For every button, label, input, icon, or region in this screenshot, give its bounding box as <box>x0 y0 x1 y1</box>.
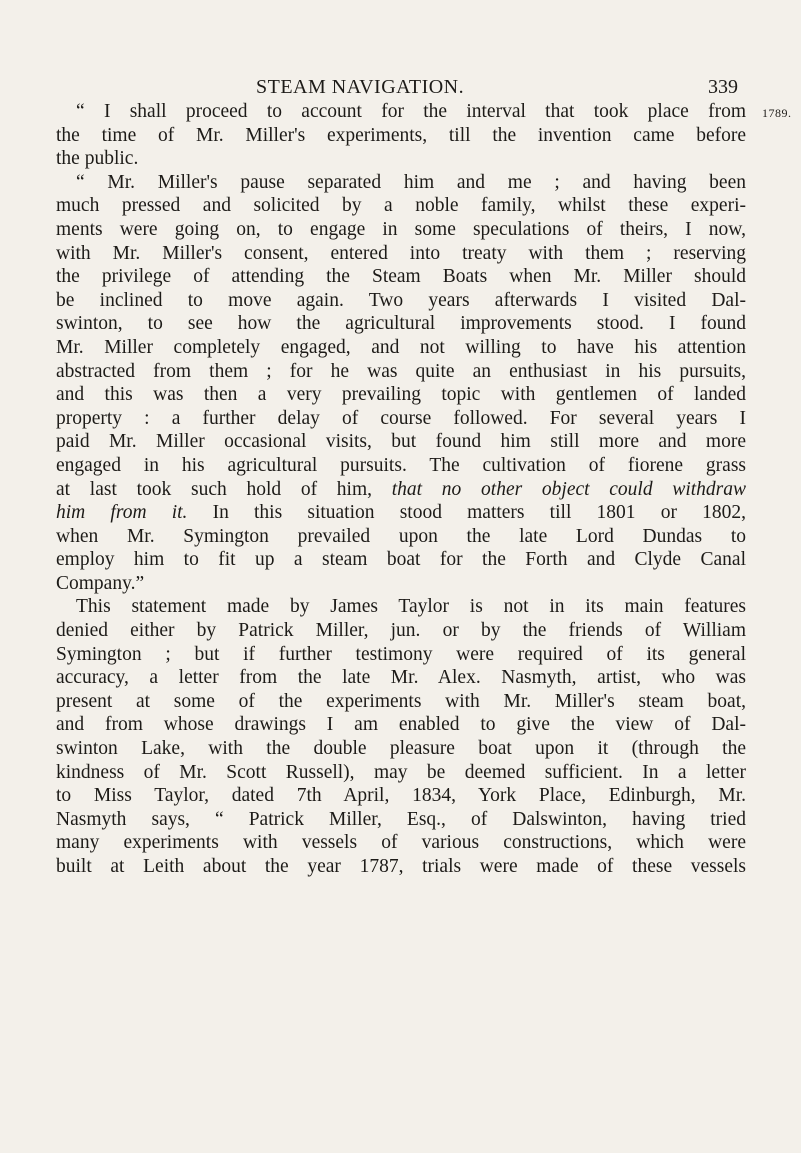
text-line <box>56 360 746 384</box>
text-line <box>56 147 746 171</box>
text-run: Nasmyth says, “ Patrick Miller, Esq., of Dalswinton, having tried <box>56 808 746 830</box>
text-run: the time of Mr. Miller's experiments, till the invention came before <box>56 124 746 146</box>
text-run: Mr. Miller completely engaged, and not willing to have his attention <box>56 336 746 358</box>
text-run: engaged in his agricultural pursuits. The cultivation of fiorene grass <box>56 454 746 476</box>
text-run: This statement made by James Taylor is not in its main features <box>76 596 746 618</box>
italic-text-run: that no other object could withdraw <box>391 478 747 500</box>
text-line <box>56 312 746 336</box>
text-line <box>56 383 746 407</box>
text-run: the privilege of attending the Steam Boats when Mr. Miller should <box>56 266 746 288</box>
text-run: employ him to fit up a steam boat for the Forth and Clyde Canal <box>56 549 746 571</box>
text-line <box>56 289 746 313</box>
body-text <box>56 100 746 879</box>
text-run: accuracy, a letter from the late Mr. Alex. Nasmyth, artist, who was <box>56 667 746 689</box>
text-line <box>56 194 746 218</box>
text-run: when Mr. Symington prevailed upon the late Lord Dundas to <box>56 525 746 547</box>
text-run: built at Leith about the year 1787, trials were made of these vessels <box>56 856 746 877</box>
text-line <box>56 808 746 832</box>
text-run: kindness of Mr. Scott Russell), may be deemed sufficient. In a letter <box>56 761 746 783</box>
text-line <box>56 666 746 690</box>
text-run: In this situation stood matters till 1801 or 1802, <box>187 502 746 524</box>
text-run: paid Mr. Miller occasional visits, but found him still more and more <box>56 431 746 453</box>
text-run: with Mr. Miller's consent, entered into treaty with them ; reserving <box>56 242 746 264</box>
text-line <box>56 407 746 431</box>
text-line <box>56 336 746 360</box>
text-run: denied either by Patrick Miller, jun. or by the friends of William <box>56 620 746 642</box>
text-line <box>56 478 746 502</box>
text-line <box>56 548 746 572</box>
text-run: ments were going on, to engage in some speculations of theirs, I now, <box>56 218 746 240</box>
text-line <box>56 643 746 667</box>
text-line <box>56 690 746 714</box>
text-run: and from whose drawings I am enabled to give the view of Dal- <box>56 714 746 736</box>
text-line <box>56 595 746 619</box>
text-run: at last took such hold of him, <box>56 478 373 500</box>
text-run: many experiments with vessels of various constructions, which were <box>56 832 746 854</box>
text-line <box>56 265 746 289</box>
page-number: 339 <box>708 76 738 98</box>
text-run: “ I shall proceed to account for the interval that took place from <box>76 101 746 122</box>
text-line <box>56 501 746 525</box>
text-line <box>56 242 746 266</box>
text-line <box>56 171 746 195</box>
text-run: abstracted from them ; for he was quite an enthusiast in his pursuits, <box>56 360 746 382</box>
text-line <box>56 784 746 808</box>
text-run: the public. <box>56 148 139 170</box>
text-run: Symington ; but if further testimony were required of its general <box>56 643 746 665</box>
text-line <box>56 218 746 242</box>
text-run: Company.” <box>56 572 145 594</box>
text-line <box>56 572 746 596</box>
text-line <box>56 855 746 879</box>
italic-text-run: him from it. <box>56 502 188 524</box>
text-run: and this was then a very prevailing topic with gentlemen of landed <box>56 384 746 406</box>
text-line <box>56 124 746 148</box>
text-run: “ Mr. Miller's pause separated him and me ; and having been <box>76 171 746 193</box>
text-line <box>56 761 746 785</box>
text-line <box>56 430 746 454</box>
text-line <box>56 713 746 737</box>
text-line <box>56 454 746 478</box>
text-line <box>56 619 746 643</box>
text-run: be inclined to move again. Two years afterwards I visited Dal- <box>56 289 746 311</box>
text-run: present at some of the experiments with Mr. Miller's steam boat, <box>56 690 746 712</box>
text-run: swinton, to see how the agricultural improvements stood. I found <box>56 313 746 335</box>
text-line <box>56 737 746 761</box>
running-title: STEAM NAVIGATION. <box>256 76 465 98</box>
text-run: much pressed and solicited by a noble family, whilst these experi- <box>56 195 746 217</box>
text-run: swinton Lake, with the double pleasure boat upon it (through the <box>56 738 746 760</box>
text-line <box>56 525 746 549</box>
text-line <box>56 831 746 855</box>
margin-year-note: 1789. <box>762 106 792 120</box>
text-run: to Miss Taylor, dated 7th April, 1834, York Place, Edinburgh, Mr. <box>56 785 746 807</box>
text-run: property : a further delay of course followed. For several years I <box>56 407 746 429</box>
text-line <box>56 100 746 124</box>
